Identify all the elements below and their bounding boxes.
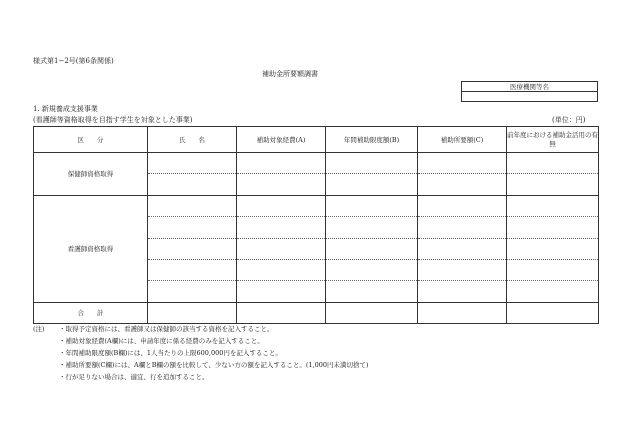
institution-label: 医療機関等名 xyxy=(462,82,598,92)
group-label-nurse: 看護師資格取得 xyxy=(34,195,148,302)
cell[interactable] xyxy=(148,217,237,238)
cell[interactable] xyxy=(507,174,599,195)
note-item: ・取得予定資格には、看護師又は保健師の該当する資格を記入すること。 xyxy=(59,325,274,333)
cell[interactable] xyxy=(326,238,418,259)
section-heading: 1. 新規養成支援事業 xyxy=(33,105,98,113)
cell[interactable] xyxy=(326,259,418,280)
cell[interactable] xyxy=(507,281,599,302)
header-name: 氏 名 xyxy=(148,127,237,153)
cell[interactable] xyxy=(507,259,599,280)
cell[interactable] xyxy=(507,217,599,238)
cell[interactable] xyxy=(326,195,418,216)
cell[interactable] xyxy=(148,238,237,259)
note-item: ・行が足りない場合は、適宜、行を追加すること。 xyxy=(59,373,209,381)
institution-box xyxy=(461,81,598,102)
cell[interactable] xyxy=(507,195,599,216)
cell[interactable] xyxy=(148,174,237,195)
cell[interactable] xyxy=(237,195,326,216)
group-label-public-health-nurse: 保健師資格取得 xyxy=(34,153,148,196)
cell[interactable] xyxy=(418,174,507,195)
page-title: 補助金所要額調書 xyxy=(262,70,318,78)
cell[interactable] xyxy=(418,217,507,238)
notes-prefix: (注) xyxy=(33,325,45,333)
form-number: 様式第1−2号(第6条関係) xyxy=(33,57,114,65)
note-item: ・補助所要額(C欄)には、A欄とB欄の額を比較して、少ない方の額を記入すること。(1,000円未満切捨て) xyxy=(59,361,369,369)
cell[interactable] xyxy=(148,153,237,174)
header-prior-year-subsidy: 前年度における補助金活用の有無 xyxy=(507,127,599,153)
header-eligible-cost: 補助対象経費(A) xyxy=(237,127,326,153)
cell[interactable] xyxy=(237,217,326,238)
budget-table xyxy=(33,126,599,324)
cell[interactable] xyxy=(237,259,326,280)
cell[interactable] xyxy=(418,195,507,216)
cell[interactable] xyxy=(237,238,326,259)
cell[interactable] xyxy=(418,153,507,174)
cell[interactable] xyxy=(326,153,418,174)
note-item: ・年間補助限度額(B欄)には、1人当たりの上限600,000円を記入すること。 xyxy=(59,349,282,357)
header-category: 区 分 xyxy=(34,127,148,153)
cell[interactable] xyxy=(418,281,507,302)
header-required-amount: 補助所要額(C) xyxy=(418,127,507,153)
total-cell[interactable] xyxy=(237,302,326,323)
cell[interactable] xyxy=(237,153,326,174)
cell[interactable] xyxy=(148,259,237,280)
cell[interactable] xyxy=(237,281,326,302)
cell[interactable] xyxy=(418,259,507,280)
total-cell[interactable] xyxy=(148,302,237,323)
cell[interactable] xyxy=(148,195,237,216)
total-cell[interactable] xyxy=(418,302,507,323)
unit-label: (単位：円) xyxy=(552,116,586,124)
section-subheading: (看護師等資格取得を目指す学生を対象とした事業) xyxy=(33,116,193,124)
total-label: 合 計 xyxy=(34,302,148,323)
header-annual-limit: 年間補助限度額(B) xyxy=(326,127,418,153)
cell[interactable] xyxy=(507,238,599,259)
cell[interactable] xyxy=(237,174,326,195)
cell[interactable] xyxy=(418,238,507,259)
institution-field[interactable] xyxy=(462,92,598,102)
cell[interactable] xyxy=(148,281,237,302)
total-cell[interactable] xyxy=(507,302,599,323)
cell[interactable] xyxy=(507,153,599,174)
cell[interactable] xyxy=(326,281,418,302)
cell[interactable] xyxy=(326,174,418,195)
note-item: ・補助対象経費(A欄)には、申請年度に係る経費のみを記入すること。 xyxy=(59,337,264,345)
total-cell[interactable] xyxy=(326,302,418,323)
cell[interactable] xyxy=(326,217,418,238)
